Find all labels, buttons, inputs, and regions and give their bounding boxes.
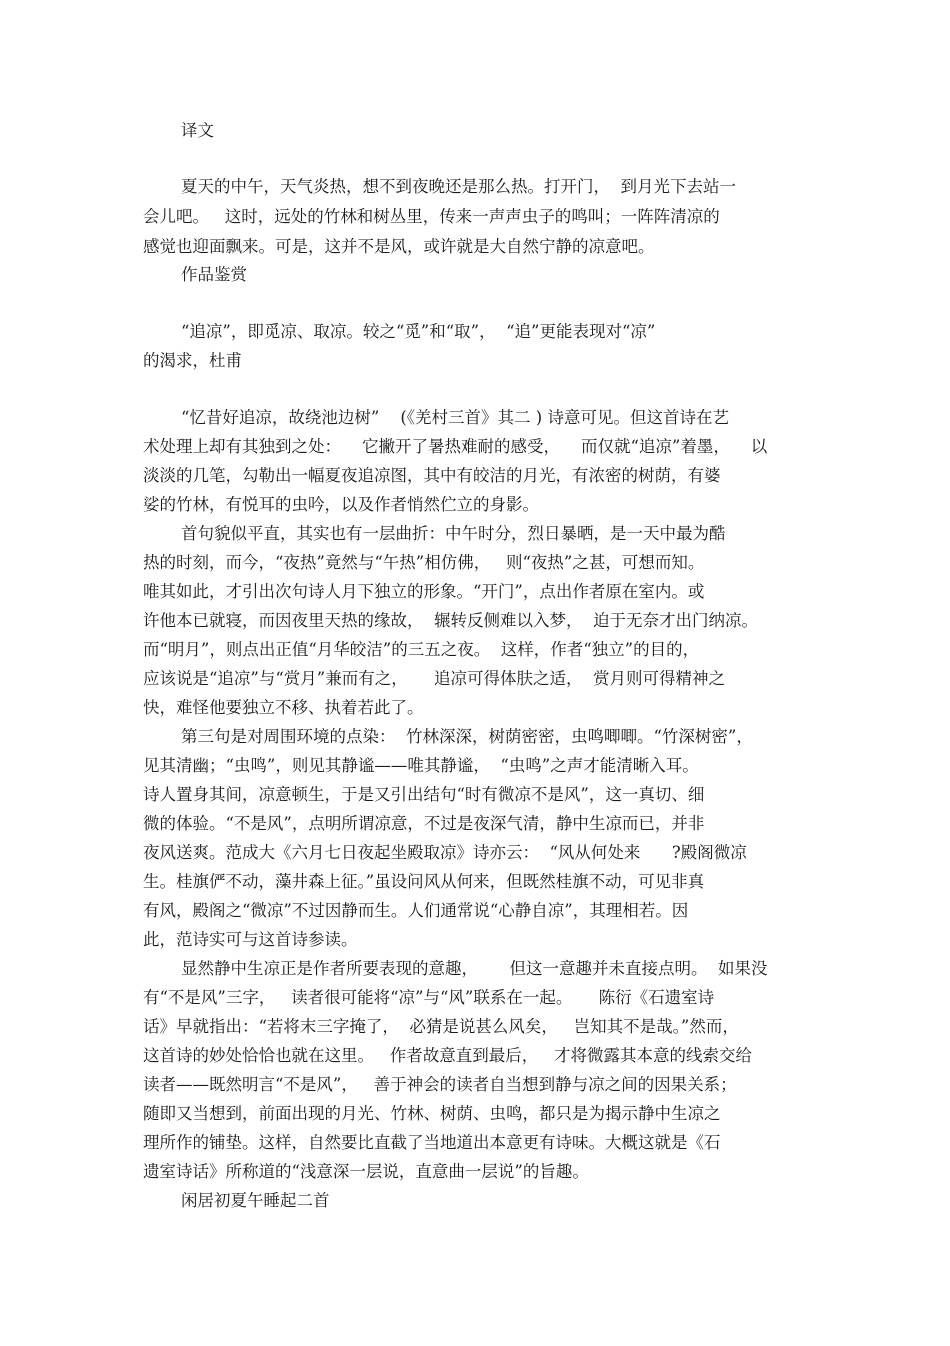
- paragraph-line: 此，范诗实可与这首诗参读。: [143, 930, 358, 949]
- paragraph-line: 快，难怪他要独立不移、执着若此了。: [143, 698, 424, 717]
- paragraph-line: 而“明月”，则点出正值“月华皎洁”的三五之夜。 这样，作者“独立”的目的，: [143, 640, 700, 659]
- paragraph-line: 术处理上却有其独到之处： 它撇开了暑热难耐的感受， 而仅就“追凉”着墨， 以: [143, 437, 768, 456]
- heading-appreciation: 作品鉴赏: [181, 265, 247, 284]
- paragraph-line: 有“不是风”三字， 读者很可能将“凉”与“风”联系在一起。 陈衍《石遗室诗: [143, 988, 715, 1007]
- paragraph-line: 显然静中生凉正是作者所要表现的意趣， 但这一意趣并未直接点明。 如果没: [181, 959, 768, 978]
- paragraph-line: 见其清幽；“虫鸣”，则见其静谧——唯其静谧， “虫鸣”之声才能清晰入耳。: [143, 756, 699, 775]
- paragraph-line: 遗室诗话》所称道的“浅意深一层说，直意曲一层说”的旨趣。: [143, 1162, 589, 1181]
- paragraph-line: 生。桂旗俨不动，藻井森上征。”虽设问风从何来，但既然桂旗不动，可见非真: [143, 872, 705, 891]
- paragraph-line: 热的时刻，而今，“夜热”竟然与“午热”相仿佛， 则“夜热”之甚，可想而知。: [143, 553, 705, 572]
- paragraph-line: 许他本已就寝，而因夜里天热的缘故， 辗转反侧难以入梦， 迫于无奈才出门纳凉。: [143, 611, 758, 630]
- paragraph-line: 微的体验。“不是风”，点明所谓凉意，不过是夜深气清，静中生凉而已，并非: [143, 814, 705, 833]
- paragraph-line: 应该说是“追凉”与“赏月”兼而有之， 追凉可得体肤之适， 赏月则可得精神之: [143, 669, 725, 688]
- paragraph-line: 理所作的铺垫。这样，自然要比直截了当地道出本意更有诗味。大概这就是《石: [143, 1133, 721, 1152]
- paragraph-line: 这首诗的妙处恰恰也就在这里。 作者故意直到最后， 才将微露其本意的线索交给: [143, 1046, 752, 1065]
- appreciation-intro-line: “追凉”，即觅凉、取凉。较之“觅”和“取”， “追”更能表现对“凉”: [181, 322, 656, 341]
- paragraph-line: 夜风送爽。范成大《六月七日夜起坐殿取凉》诗亦云： “风从何处来 ?殿阁微凉: [143, 843, 747, 862]
- paragraph-line: 唯其如此，才引出次句诗人月下独立的形象。“开门”，点出作者原在室内。或: [143, 582, 705, 601]
- paragraph-line: 随即又当想到，前面出现的月光、竹林、树荫、虫鸣，都只是为揭示静中生凉之: [143, 1104, 721, 1123]
- translation-line: 夏天的中午，天气炎热，想不到夜晚还是那么热。打开门， 到月光下去站一: [181, 177, 736, 196]
- next-section-title: 闲居初夏午睡起二首: [181, 1191, 330, 1210]
- paragraph-line: 话》早就指出：“若将末三字掩了， 必猜是说甚么风矣， 岂知其不是哉。”然而，: [143, 1017, 739, 1036]
- translation-line: 会儿吧。 这时，远处的竹林和树丛里，传来一声声虫子的鸣叫；一阵阵清凉的: [143, 207, 720, 226]
- paragraph-line: “忆昔好追凉，故绕池边树” (《羌村三首》其二 ) 诗意可见。但这首诗在艺: [181, 408, 729, 427]
- paragraph-line: 读者——既然明言“不是风”， 善于神会的读者自当想到静与凉之间的因果关系；: [143, 1075, 737, 1094]
- translation-line: 感觉也迎面飘来。可是，这并不是风，或许就是大自然宁静的凉意吧。: [143, 237, 655, 256]
- paragraph-line: 有风，殿阁之“微凉”不过因静而生。人们通常说“心静自凉”，其理相若。因: [143, 901, 689, 920]
- paragraph-line: 首句貌似平直，其实也有一层曲折：中午时分，烈日暴晒，是一天中最为酷: [181, 524, 726, 543]
- paragraph-line: 诗人置身其间，凉意顿生，于是又引出结句“时有微凉不是风”，这一真切、细: [143, 785, 705, 804]
- paragraph-line: 娑的竹林，有悦耳的虫吟，以及作者悄然伫立的身影。: [143, 495, 539, 514]
- heading-translation: 译文: [181, 121, 214, 140]
- paragraph-line: 淡淡的几笔，勾勒出一幅夏夜追凉图，其中有皎洁的月光，有浓密的树荫，有婆: [143, 466, 721, 485]
- appreciation-intro-line: 的渴求，杜甫: [143, 351, 242, 370]
- paragraph-line: 第三句是对周围环境的点染： 竹林深深，树荫密密，虫鸣唧唧。“竹深树密”，: [181, 727, 753, 746]
